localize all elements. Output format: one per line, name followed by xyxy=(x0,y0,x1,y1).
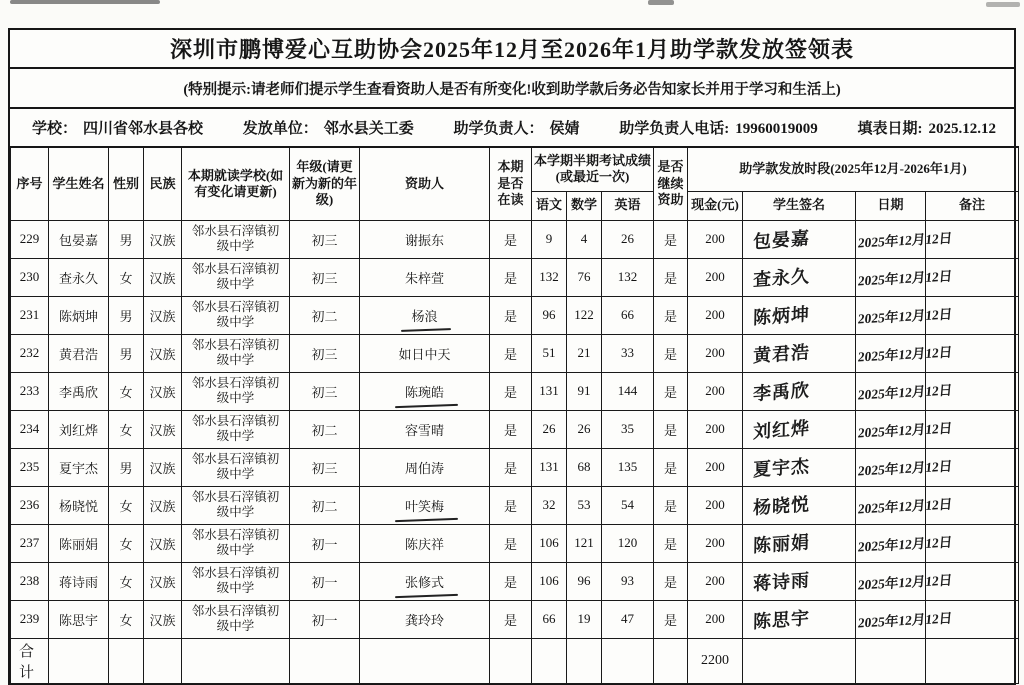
cell-math: 53 xyxy=(567,486,602,524)
cell-cash: 200 xyxy=(688,600,743,638)
cell-name: 陈丽娟 xyxy=(49,524,109,562)
handwritten-signature: 刘红烨 xyxy=(752,417,811,443)
cell-ethnicity: 汉族 xyxy=(144,486,182,524)
cell-chinese: 131 xyxy=(532,448,567,486)
cell-grade: 初三 xyxy=(290,258,360,296)
cell-chinese: 66 xyxy=(532,600,567,638)
table-row xyxy=(11,524,1019,562)
cell-signature xyxy=(743,220,856,258)
handwritten-date: 2025年12月12日 xyxy=(857,534,953,555)
total-cash: 2200 xyxy=(688,638,743,683)
sponsor-name-underlined: 陈琬皓 xyxy=(405,382,444,401)
cell-grade: 初一 xyxy=(290,562,360,600)
school-field xyxy=(32,117,203,138)
cell-name: 杨晓悦 xyxy=(49,486,109,524)
scan-artifact xyxy=(10,0,160,4)
table-row xyxy=(11,448,1019,486)
cell-cash: 200 xyxy=(688,334,743,372)
col-header-chinese: 语文 xyxy=(532,191,567,220)
cell-ethnicity: 汉族 xyxy=(144,562,182,600)
cell-enrolled: 是 xyxy=(490,600,532,638)
page-title: 深圳市鹏博爱心互助协会2025年12月至2026年1月助学款发放签领表 xyxy=(10,30,1014,69)
cell-gender: 女 xyxy=(109,562,144,600)
total-cell xyxy=(182,638,290,683)
cell-grade: 初三 xyxy=(290,372,360,410)
student-rows xyxy=(11,220,1019,638)
cell-chinese: 9 xyxy=(532,220,567,258)
total-cell xyxy=(654,638,688,683)
cell-name: 李禹欣 xyxy=(49,372,109,410)
school-label: 学校： xyxy=(32,121,78,137)
table-row xyxy=(11,372,1019,410)
cell-english: 54 xyxy=(602,486,654,524)
cell-signature xyxy=(743,486,856,524)
cell-cash: 200 xyxy=(688,296,743,334)
col-header-enrolled: 本期是否在读 xyxy=(490,147,532,220)
cell-enrolled: 是 xyxy=(490,486,532,524)
cell-index: 234 xyxy=(11,410,49,448)
total-cell xyxy=(856,638,926,683)
handwritten-signature: 包晏嘉 xyxy=(752,227,811,253)
cell-index: 232 xyxy=(11,334,49,372)
cell-gender: 男 xyxy=(109,220,144,258)
table-row xyxy=(11,220,1019,258)
cell-chinese: 131 xyxy=(532,372,567,410)
cell-date xyxy=(856,410,953,448)
table-row xyxy=(11,600,1019,638)
cell-ethnicity: 汉族 xyxy=(144,258,182,296)
cell-index: 233 xyxy=(11,372,49,410)
cell-name: 包晏嘉 xyxy=(49,220,109,258)
cell-english: 135 xyxy=(602,448,654,486)
cell-gender: 女 xyxy=(109,600,144,638)
handwritten-date: 2025年12月12日 xyxy=(857,306,953,327)
cell-math: 68 xyxy=(567,448,602,486)
table-row xyxy=(11,410,1019,448)
cell-date xyxy=(856,600,953,638)
cell-sponsor: 周伯涛 xyxy=(360,448,490,486)
cell-continue_support: 是 xyxy=(654,600,688,638)
cell-signature xyxy=(743,524,856,562)
cell-signature xyxy=(743,600,856,638)
handwritten-signature: 黄君浩 xyxy=(752,341,811,367)
scan-artifact xyxy=(986,2,1020,7)
sponsor-name-underlined: 张修式 xyxy=(405,572,444,591)
cell-school: 邻水县石滓镇初级中学 xyxy=(182,486,290,524)
cell-continue_support: 是 xyxy=(654,410,688,448)
cell-date xyxy=(856,334,953,372)
total-cell xyxy=(144,638,182,683)
cell-sponsor: 朱梓萱 xyxy=(360,258,490,296)
table-row xyxy=(11,562,1019,600)
scan-artifact xyxy=(648,0,674,5)
cell-math: 122 xyxy=(567,296,602,334)
cell-ethnicity: 汉族 xyxy=(144,448,182,486)
cell-chinese: 106 xyxy=(532,524,567,562)
cell-sponsor: 陈庆祥 xyxy=(360,524,490,562)
aid-signoff-table xyxy=(10,146,1019,684)
total-cell xyxy=(360,638,490,683)
cell-ethnicity: 汉族 xyxy=(144,372,182,410)
handwritten-signature: 陈思宇 xyxy=(752,607,811,633)
cell-name: 夏宇杰 xyxy=(49,448,109,486)
cell-gender: 男 xyxy=(109,334,144,372)
table-row xyxy=(11,296,1019,334)
cell-signature xyxy=(743,448,856,486)
total-label: 合计 xyxy=(11,638,49,683)
col-header-signature: 学生签名 xyxy=(743,191,856,220)
total-cell xyxy=(743,638,856,683)
cell-english: 132 xyxy=(602,258,654,296)
cell-math: 91 xyxy=(567,372,602,410)
handwritten-date: 2025年12月12日 xyxy=(857,382,953,403)
cell-cash: 200 xyxy=(688,220,743,258)
cell-english: 93 xyxy=(602,562,654,600)
col-group-payment: 助学款发放时段(2025年12月-2026年1月) xyxy=(688,147,1019,191)
cell-sponsor xyxy=(360,486,490,524)
sponsor-name-underlined: 杨浪 xyxy=(411,306,437,325)
total-cell xyxy=(602,638,654,683)
cell-continue_support: 是 xyxy=(654,258,688,296)
cell-english: 26 xyxy=(602,220,654,258)
table-row xyxy=(11,334,1019,372)
cell-english: 144 xyxy=(602,372,654,410)
info-row xyxy=(10,109,1014,146)
cell-gender: 女 xyxy=(109,524,144,562)
cell-signature xyxy=(743,258,856,296)
col-group-scores: 本学期半期考试成绩(或最近一次) xyxy=(532,147,654,191)
col-header-ethnicity: 民族 xyxy=(144,147,182,220)
cell-enrolled: 是 xyxy=(490,372,532,410)
handwritten-date: 2025年12月12日 xyxy=(857,610,953,631)
cell-signature xyxy=(743,372,856,410)
issuing-unit-label: 发放单位： xyxy=(242,121,318,137)
cell-math: 19 xyxy=(567,600,602,638)
issuing-unit-value: 邻水县关工委 xyxy=(323,121,414,137)
cell-english: 33 xyxy=(602,334,654,372)
cell-index: 229 xyxy=(11,220,49,258)
total-row xyxy=(11,638,1019,683)
total-cell xyxy=(567,638,602,683)
cell-sponsor xyxy=(360,296,490,334)
cell-name: 陈炳坤 xyxy=(49,296,109,334)
cell-grade: 初二 xyxy=(290,486,360,524)
cell-enrolled: 是 xyxy=(490,258,532,296)
aid-manager-phone-field xyxy=(619,117,818,138)
cell-school: 邻水县石滓镇初级中学 xyxy=(182,410,290,448)
cell-grade: 初二 xyxy=(290,410,360,448)
cell-cash: 200 xyxy=(688,562,743,600)
cell-school: 邻水县石滓镇初级中学 xyxy=(182,258,290,296)
cell-cash: 200 xyxy=(688,524,743,562)
cell-grade: 初三 xyxy=(290,448,360,486)
cell-school: 邻水县石滓镇初级中学 xyxy=(182,220,290,258)
cell-continue_support: 是 xyxy=(654,562,688,600)
fill-date-field xyxy=(857,117,996,138)
sponsor-name-underlined: 叶笑梅 xyxy=(405,496,444,515)
special-note: (特别提示:请老师们提示学生查看资助人是否有所变化!收到助学款后务必告知家长并用于学习和生活上) xyxy=(10,69,1014,109)
cell-grade: 初一 xyxy=(290,524,360,562)
handwritten-date: 2025年12月12日 xyxy=(857,496,953,517)
cell-school: 邻水县石滓镇初级中学 xyxy=(182,562,290,600)
total-cell xyxy=(290,638,360,683)
cell-ethnicity: 汉族 xyxy=(144,296,182,334)
cell-enrolled: 是 xyxy=(490,524,532,562)
handwritten-date: 2025年12月12日 xyxy=(857,268,953,289)
issuing-unit-field xyxy=(243,117,414,138)
cell-cash: 200 xyxy=(688,258,743,296)
aid-manager-phone-value: 19960019009 xyxy=(735,121,818,137)
cell-enrolled: 是 xyxy=(490,296,532,334)
cell-date xyxy=(856,220,953,258)
handwritten-signature: 李禹欣 xyxy=(752,379,811,405)
cell-date xyxy=(856,372,953,410)
cell-enrolled: 是 xyxy=(490,334,532,372)
cell-date xyxy=(856,486,953,524)
aid-manager-label: 助学负责人： xyxy=(453,121,544,137)
cell-index: 231 xyxy=(11,296,49,334)
handwritten-signature: 蒋诗雨 xyxy=(752,569,811,595)
cell-continue_support: 是 xyxy=(654,372,688,410)
cell-index: 236 xyxy=(11,486,49,524)
cell-gender: 男 xyxy=(109,296,144,334)
cell-school: 邻水县石滓镇初级中学 xyxy=(182,372,290,410)
cell-sponsor xyxy=(360,562,490,600)
school-value: 四川省邻水县各校 xyxy=(83,121,204,137)
cell-continue_support: 是 xyxy=(654,334,688,372)
cell-sponsor xyxy=(360,372,490,410)
col-header-grade: 年级(请更新为新的年级) xyxy=(290,147,360,220)
cell-ethnicity: 汉族 xyxy=(144,334,182,372)
cell-enrolled: 是 xyxy=(490,410,532,448)
cell-signature xyxy=(743,296,856,334)
table-row xyxy=(11,486,1019,524)
cell-gender: 女 xyxy=(109,372,144,410)
fill-date-label: 填表日期: xyxy=(857,121,923,137)
cell-math: 121 xyxy=(567,524,602,562)
cell-enrolled: 是 xyxy=(490,448,532,486)
cell-school: 邻水县石滓镇初级中学 xyxy=(182,334,290,372)
handwritten-date: 2025年12月12日 xyxy=(857,230,953,251)
cell-date xyxy=(856,448,953,486)
col-header-sponsor: 资助人 xyxy=(360,147,490,220)
fill-date-value: 2025.12.12 xyxy=(928,121,996,137)
cell-grade: 初三 xyxy=(290,334,360,372)
cell-ethnicity: 汉族 xyxy=(144,220,182,258)
col-header-gender: 性别 xyxy=(109,147,144,220)
cell-gender: 女 xyxy=(109,258,144,296)
cell-continue_support: 是 xyxy=(654,524,688,562)
cell-name: 蒋诗雨 xyxy=(49,562,109,600)
cell-sponsor: 龚玲玲 xyxy=(360,600,490,638)
handwritten-signature: 夏宇杰 xyxy=(752,455,811,481)
cell-english: 120 xyxy=(602,524,654,562)
col-header-date: 日期 xyxy=(856,191,926,220)
total-cell xyxy=(532,638,567,683)
col-header-name: 学生姓名 xyxy=(49,147,109,220)
table-header xyxy=(11,147,1019,220)
col-header-school: 本期就读学校(如有变化请更新) xyxy=(182,147,290,220)
cell-continue_support: 是 xyxy=(654,448,688,486)
cell-index: 235 xyxy=(11,448,49,486)
cell-math: 21 xyxy=(567,334,602,372)
cell-signature xyxy=(743,562,856,600)
cell-index: 238 xyxy=(11,562,49,600)
col-header-english: 英语 xyxy=(602,191,654,220)
total-cell xyxy=(49,638,109,683)
col-header-index: 序号 xyxy=(11,147,49,220)
cell-signature xyxy=(743,334,856,372)
handwritten-signature: 查永久 xyxy=(752,265,811,291)
cell-math: 96 xyxy=(567,562,602,600)
cell-grade: 初三 xyxy=(290,220,360,258)
col-header-cash: 现金(元) xyxy=(688,191,743,220)
cell-chinese: 32 xyxy=(532,486,567,524)
cell-gender: 女 xyxy=(109,486,144,524)
cell-school: 邻水县石滓镇初级中学 xyxy=(182,600,290,638)
cell-enrolled: 是 xyxy=(490,220,532,258)
handwritten-date: 2025年12月12日 xyxy=(857,344,953,365)
cell-english: 35 xyxy=(602,410,654,448)
cell-chinese: 51 xyxy=(532,334,567,372)
cell-sponsor: 如日中天 xyxy=(360,334,490,372)
col-header-math: 数学 xyxy=(567,191,602,220)
handwritten-date: 2025年12月12日 xyxy=(857,420,953,441)
cell-school: 邻水县石滓镇初级中学 xyxy=(182,524,290,562)
cell-english: 47 xyxy=(602,600,654,638)
cell-continue_support: 是 xyxy=(654,296,688,334)
cell-grade: 初一 xyxy=(290,600,360,638)
cell-date xyxy=(856,258,953,296)
cell-gender: 女 xyxy=(109,410,144,448)
cell-sponsor: 容雪晴 xyxy=(360,410,490,448)
cell-grade: 初二 xyxy=(290,296,360,334)
cell-ethnicity: 汉族 xyxy=(144,524,182,562)
cell-math: 26 xyxy=(567,410,602,448)
cell-cash: 200 xyxy=(688,448,743,486)
total-cell xyxy=(109,638,144,683)
cell-sponsor: 谢振东 xyxy=(360,220,490,258)
cell-name: 黄君浩 xyxy=(49,334,109,372)
cell-chinese: 26 xyxy=(532,410,567,448)
handwritten-date: 2025年12月12日 xyxy=(857,572,953,593)
handwritten-signature: 陈丽娟 xyxy=(752,531,811,557)
cell-continue_support: 是 xyxy=(654,220,688,258)
cell-ethnicity: 汉族 xyxy=(144,600,182,638)
cell-chinese: 106 xyxy=(532,562,567,600)
cell-date xyxy=(856,296,953,334)
handwritten-date: 2025年12月12日 xyxy=(857,458,953,479)
cell-date xyxy=(856,562,953,600)
table-row xyxy=(11,258,1019,296)
handwritten-signature: 杨晓悦 xyxy=(752,493,811,519)
table-footer xyxy=(11,638,1019,683)
cell-school: 邻水县石滓镇初级中学 xyxy=(182,448,290,486)
cell-index: 237 xyxy=(11,524,49,562)
aid-manager-phone-label: 助学负责人电话: xyxy=(619,121,730,137)
cell-index: 239 xyxy=(11,600,49,638)
cell-gender: 男 xyxy=(109,448,144,486)
cell-enrolled: 是 xyxy=(490,562,532,600)
cell-english: 66 xyxy=(602,296,654,334)
document-frame xyxy=(8,28,1016,685)
cell-name: 陈思宇 xyxy=(49,600,109,638)
handwritten-signature: 陈炳坤 xyxy=(752,303,811,329)
aid-manager-value: 侯婧 xyxy=(549,121,580,137)
cell-cash: 200 xyxy=(688,410,743,448)
cell-date xyxy=(856,524,953,562)
col-header-remarks: 备注 xyxy=(926,191,1019,220)
cell-index: 230 xyxy=(11,258,49,296)
cell-chinese: 96 xyxy=(532,296,567,334)
cell-cash: 200 xyxy=(688,372,743,410)
cell-ethnicity: 汉族 xyxy=(144,410,182,448)
cell-math: 4 xyxy=(567,220,602,258)
total-cell xyxy=(926,638,1019,683)
cell-math: 76 xyxy=(567,258,602,296)
col-header-continue: 是否继续资助 xyxy=(654,147,688,220)
total-cell xyxy=(490,638,532,683)
cell-continue_support: 是 xyxy=(654,486,688,524)
cell-name: 查永久 xyxy=(49,258,109,296)
cell-school: 邻水县石滓镇初级中学 xyxy=(182,296,290,334)
aid-manager-field xyxy=(454,117,580,138)
cell-chinese: 132 xyxy=(532,258,567,296)
cell-name: 刘红烨 xyxy=(49,410,109,448)
cell-cash: 200 xyxy=(688,486,743,524)
cell-signature xyxy=(743,410,856,448)
